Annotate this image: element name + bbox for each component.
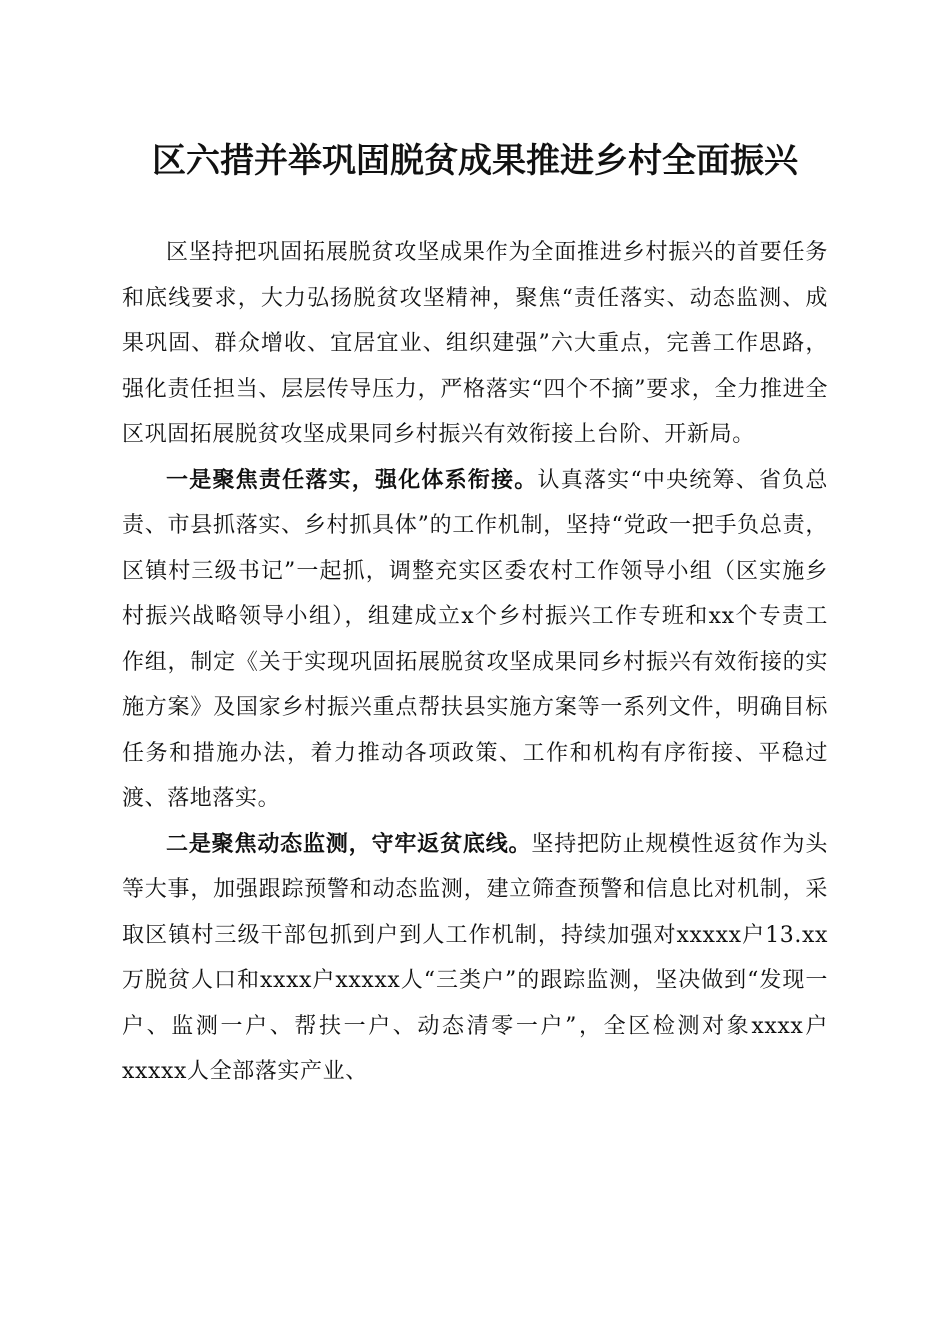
paragraph-text: 区坚持把巩固拓展脱贫攻坚成果作为全面推进乡村振兴的首要任务和底线要求，大力弘扬脱贫攻坚精神，聚焦“责任落实、动态监测、成果巩固、群众增收、宜居宜业、组织建强”六大重点，完善工作思路，强化责任担当、层层传导压力，严格落实“四个不摘”要求，全力推进全区巩固拓展脱贫攻坚成果同乡村振兴有效衔接上台阶、开新局。	[122, 240, 828, 447]
paragraph-lead: 二是聚焦动态监测，守牢返贫底线。	[166, 830, 532, 857]
paragraph-text: 认真落实“中央统筹、省负总责、市县抓落实、乡村抓具体”的工作机制，坚持“党政一把手负总责，区镇村三级书记”一起抓，调整充实区委农村工作领导小组（区实施乡村振兴战略领导小组），组建成立x个乡村振兴工作专班和xx个专责工作组，制定《关于实现巩固拓展脱贫攻坚成果同乡村振兴有效衔接的实施方案》及国家乡村振兴重点帮扶县实施方案等一系列文件，明确目标任务和措施办法，着力推动各项政策、工作和机构有序衔接、平稳过渡、落地落实。	[122, 467, 828, 811]
document-body	[122, 230, 828, 1095]
paragraph-responsibility	[122, 458, 828, 822]
paragraph-monitoring	[122, 822, 828, 1095]
paragraph-text: 坚持把防止规模性返贫作为头等大事，加强跟踪预警和动态监测，建立筛查预警和信息比对机制，采取区镇村三级干部包抓到户到人工作机制，持续加强对xxxxx户13.xx万脱贫人口和xxxx户xxxxx人“三类户”的跟踪监测，坚决做到“发现一户、监测一户、帮扶一户、动态清零一户”，全区检测对象xxxx户xxxxx人全部落实产业、	[122, 831, 828, 1084]
document-title: 区六措并举巩固脱贫成果推进乡村全面振兴	[152, 141, 798, 181]
paragraph-intro	[122, 230, 828, 458]
paragraph-lead: 一是聚焦责任落实，强化体系衔接。	[166, 466, 538, 493]
